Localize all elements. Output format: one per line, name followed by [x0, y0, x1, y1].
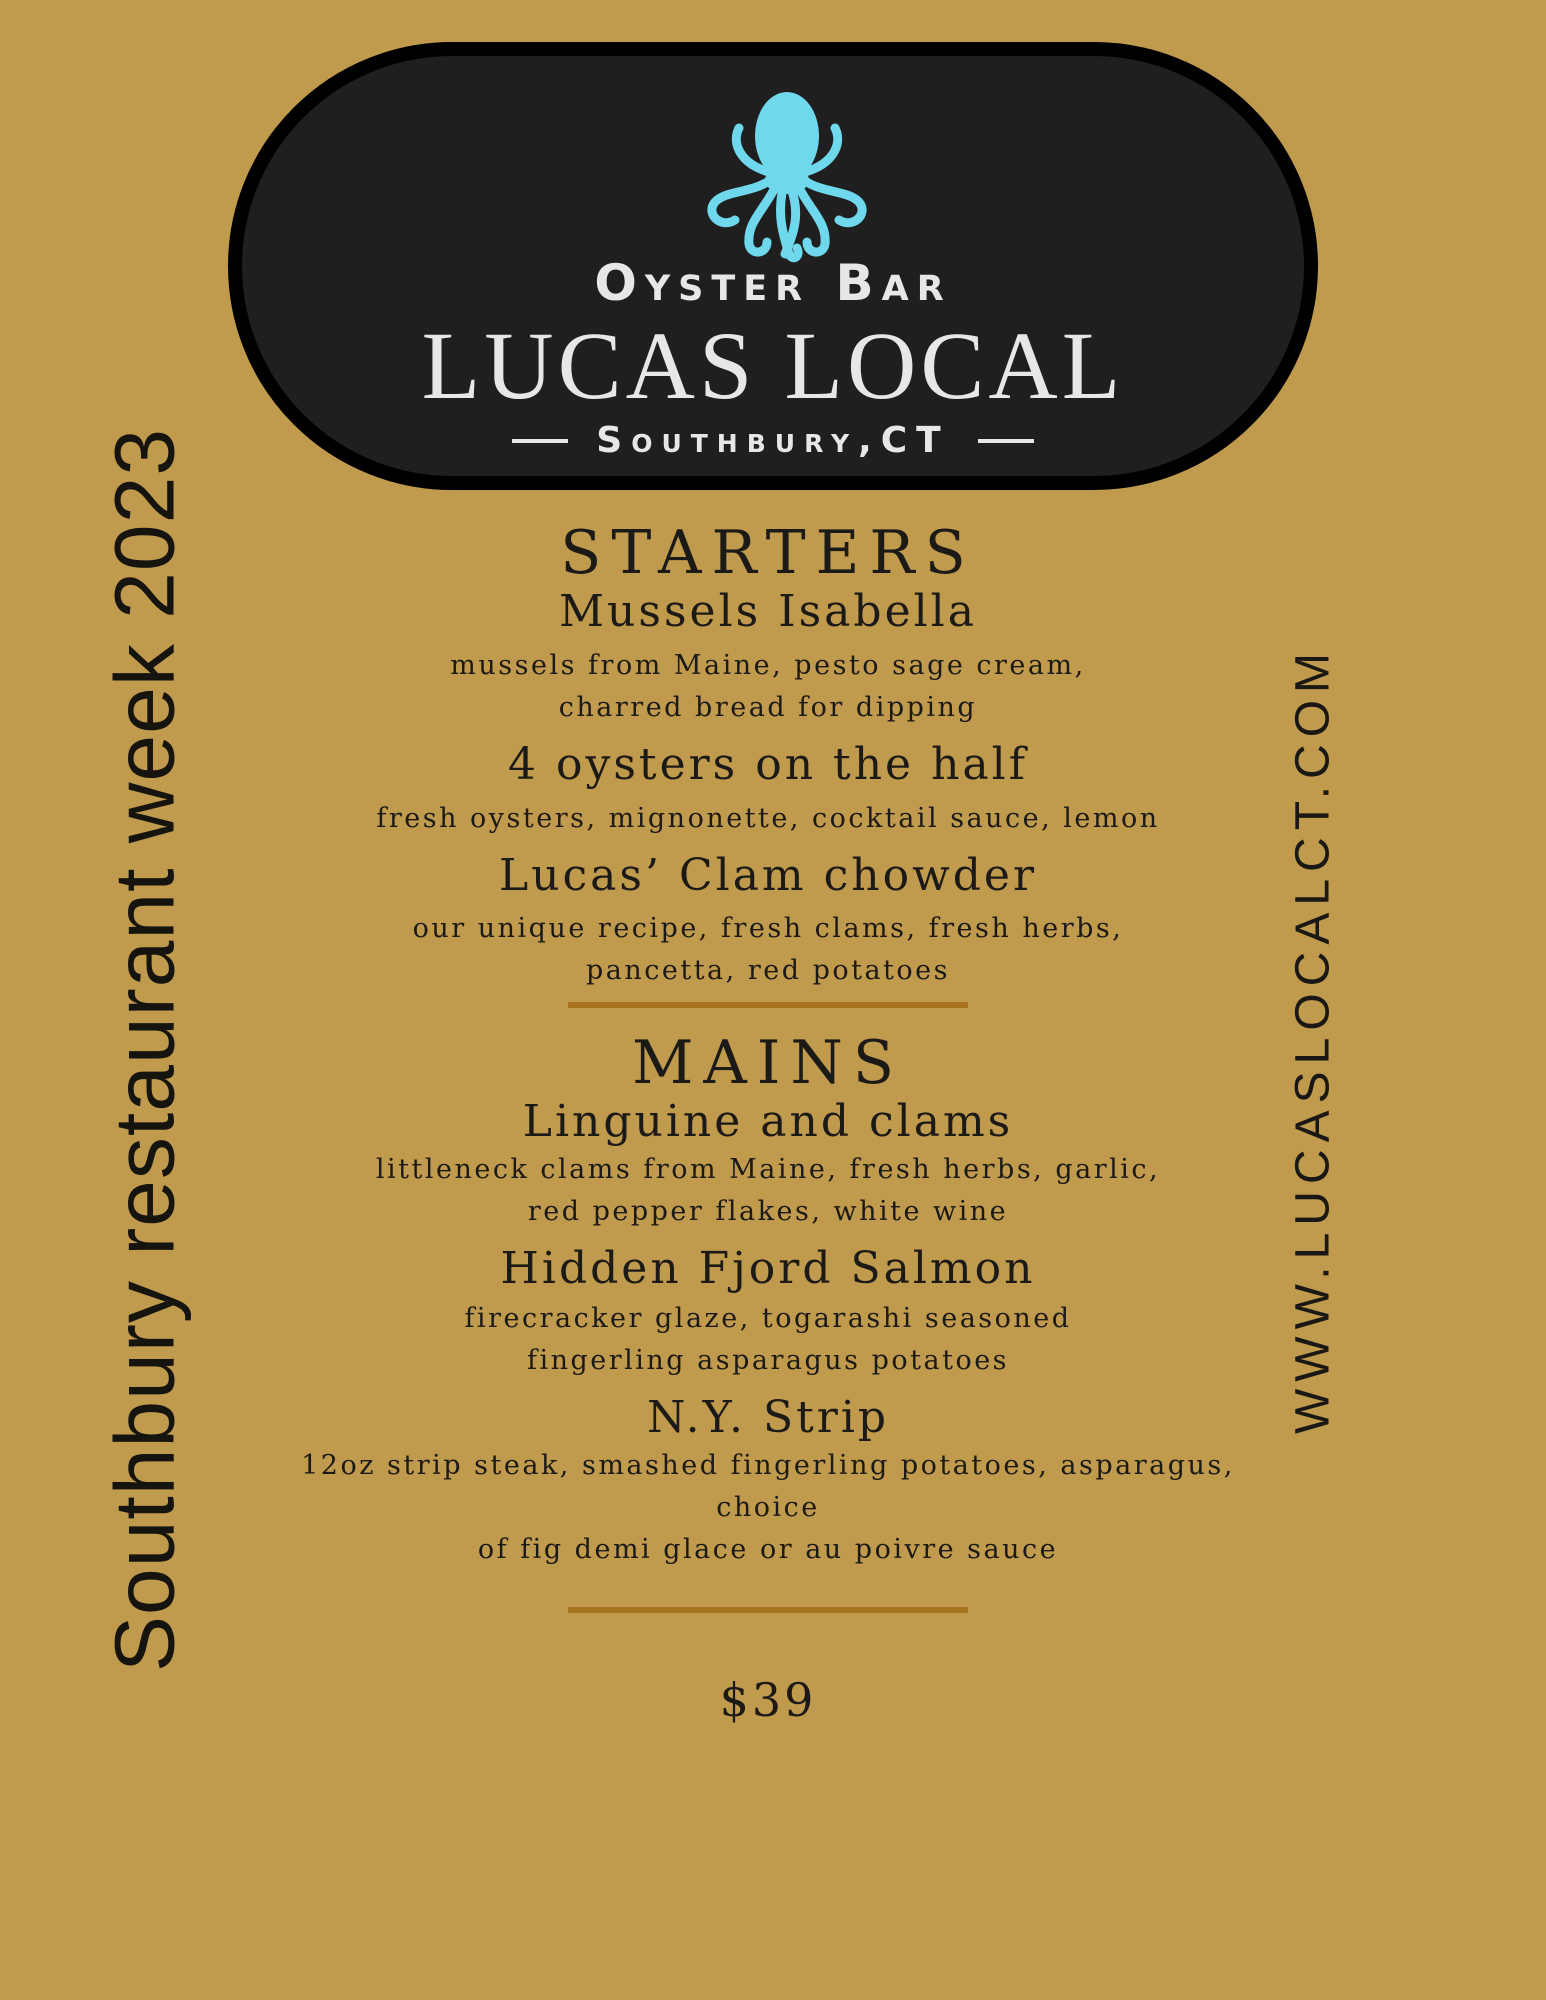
item-name: Linguine and clams	[522, 1096, 1014, 1148]
item-name: Hidden Fjord Salmon	[500, 1243, 1036, 1295]
item-description-line: fresh oysters, mignonette, cocktail sauce, lemon	[376, 802, 1160, 834]
section-divider	[568, 1607, 968, 1613]
item-description	[260, 798, 1276, 840]
menu-price: $39	[719, 1672, 817, 1727]
mains-title: MAINS	[631, 1028, 905, 1099]
logo-banner	[228, 42, 1318, 490]
item-description	[260, 645, 1276, 729]
item-description-line: pancetta, red potatoes	[585, 955, 950, 987]
item-name: Mussels Isabella	[558, 586, 977, 637]
logo-dash-left	[512, 439, 568, 443]
menu-item	[260, 739, 1276, 840]
logo-dash-right	[978, 439, 1034, 443]
item-description-line: littleneck clams from Maine, fresh herbs, garlic,	[375, 1154, 1161, 1186]
section-divider	[568, 1002, 968, 1008]
menu-item	[260, 1243, 1276, 1382]
item-name: N.Y. Strip	[646, 1391, 890, 1443]
menu-item	[260, 1096, 1276, 1233]
menu-item	[260, 1392, 1276, 1571]
item-name: Lucas’ Clam chowder	[498, 849, 1038, 901]
item-description	[260, 1298, 1276, 1382]
starters-section	[260, 520, 1276, 992]
logo-location-row	[242, 420, 1304, 461]
item-description	[260, 1149, 1276, 1233]
item-name: 4 oysters on the half	[507, 738, 1028, 790]
item-description-line: fingerling asparagus potatoes	[526, 1344, 1010, 1376]
event-title-vertical: Southbury restaurant week 2023	[97, 427, 192, 1673]
octopus-icon	[697, 84, 877, 264]
item-description-line: charred bread for dipping	[558, 691, 978, 723]
menu-item	[260, 850, 1276, 993]
item-description-line: firecracker glaze, togarashi seasoned	[464, 1302, 1072, 1334]
item-description	[260, 908, 1276, 992]
starters-title: STARTERS	[560, 518, 976, 588]
website-url-vertical: WWW.LUCASLOCALCT.COM	[1286, 645, 1340, 1435]
menu-content	[260, 520, 1276, 1727]
logo-location: Southbury,CT	[596, 420, 950, 461]
item-description-line: our unique recipe, fresh clams, fresh herbs,	[412, 913, 1124, 945]
logo-name: LUCAS LOCAL	[421, 312, 1125, 419]
menu-item	[260, 586, 1276, 729]
item-description	[260, 1445, 1276, 1571]
item-description-line: mussels from Maine, pesto sage cream,	[450, 649, 1086, 681]
mains-section	[260, 1030, 1276, 1570]
item-description-line: of fig demi glace or au poivre sauce	[477, 1533, 1059, 1565]
logo-subtitle: Oyster Bar	[594, 254, 952, 312]
item-description-line: 12oz strip steak, smashed fingerling potatoes, asparagus, choice	[301, 1449, 1235, 1523]
item-description-line: red pepper flakes, white wine	[527, 1196, 1009, 1228]
